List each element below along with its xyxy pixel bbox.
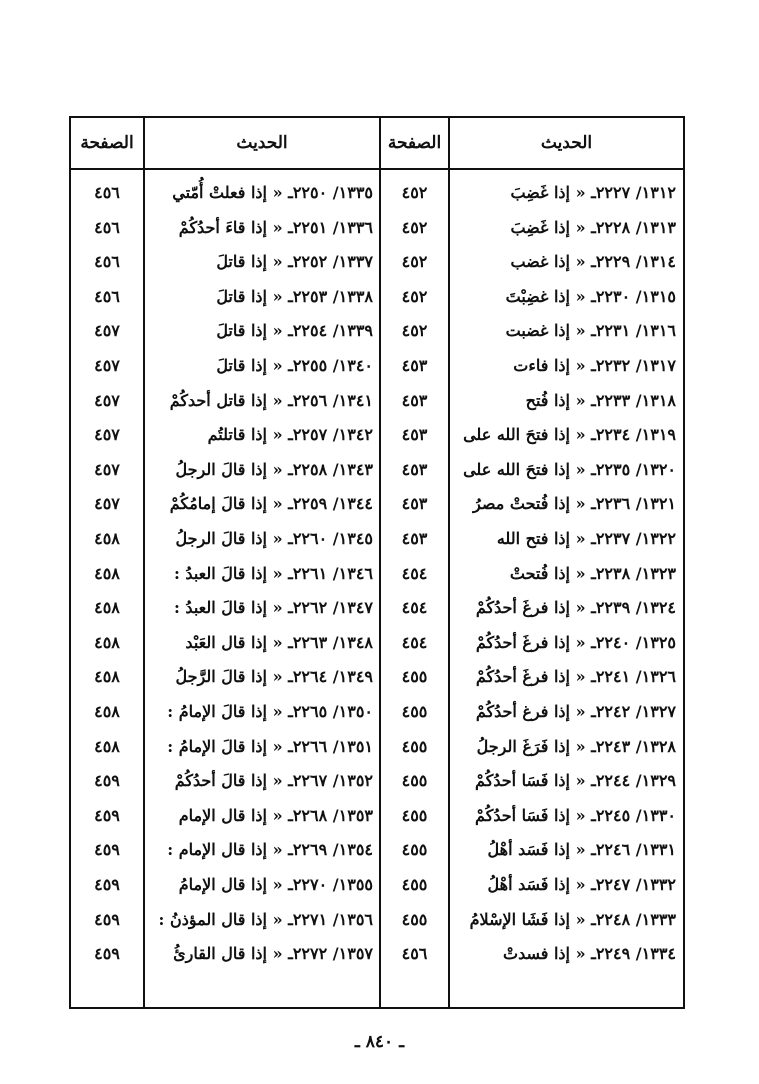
table-row (71, 384, 683, 418)
page-ref-left: ٤٥٧ (94, 390, 120, 410)
hadith-entry-right: ١٣٣٠/ ٢٢٤٥ـ « إذا فَسَا أحدُكُمْ (475, 805, 676, 825)
hadith-entry-left: ١٣٥٦/ ٢٢٧١ـ « إذا قال المؤذنُ : (158, 909, 373, 929)
page-ref-right: ٤٥٥ (401, 736, 428, 756)
page-ref-left: ٤٥٦ (94, 183, 120, 202)
page-ref-left: ٤٥٦ (94, 286, 120, 306)
hadith-entry-right: ١٣٣١/ ٢٢٤٦ـ « إذا فَسَد أهْلُ (487, 840, 676, 860)
table-row (71, 487, 683, 521)
page-ref-left: ٤٥٧ (94, 494, 120, 514)
table-row (71, 245, 683, 279)
page-ref-left: ٤٥٨ (94, 529, 120, 548)
page-ref-right: ٤٥٢ (401, 286, 428, 306)
page-ref-right: ٤٥٢ (401, 252, 428, 272)
table-row (71, 833, 683, 867)
page-ref-right: ٤٥٤ (401, 563, 428, 583)
hadith-entry-left: ١٣٥٤/ ٢٢٦٩ـ « إذا قال الإمام : (167, 840, 373, 860)
page-ref-left: ٤٥٩ (94, 909, 120, 929)
table-row (71, 799, 683, 833)
hadith-entry-left: ١٣٤٢/ ٢٢٥٧ـ « إذا قاتلتُم (207, 425, 373, 445)
table-row (71, 660, 683, 694)
page-ref-left: ٤٥٩ (94, 771, 120, 791)
hadith-entry-right: ١٣١٦/ ٢٢٣١ـ « إذا غضبت (505, 321, 676, 341)
hadith-entry-left: ١٣٥٠/ ٢٢٦٥ـ « إذا قالَ الإمامُ : (167, 702, 373, 721)
table-row (71, 522, 683, 556)
table-row (71, 280, 683, 314)
page-ref-right: ٤٥٣ (401, 529, 428, 548)
page-ref-right: ٤٥٥ (401, 702, 428, 721)
hadith-entry-left: ١٣٤٦/ ٢٢٦١ـ « إذا قالَ العبدُ : (173, 563, 373, 583)
page-ref-left: ٤٥٨ (94, 632, 120, 652)
hadith-entry-right: ١٣٣٢/ ٢٢٤٧ـ « إذا فَسَد أهْلُ (487, 875, 676, 894)
page-ref-right: ٤٥٢ (401, 321, 428, 341)
table-row (71, 176, 683, 210)
page-ref-right: ٤٥٥ (401, 909, 428, 929)
hadith-entry-left: ١٣٥٥/ ٢٢٧٠ـ « إذا قال الإمامُ (178, 875, 373, 894)
hadith-entry-left: ١٣٥٣/ ٢٢٦٨ـ « إذا قال الإمام (178, 805, 373, 825)
page-ref-right: ٤٥٢ (401, 183, 428, 202)
hadith-entry-left: ١٣٣٩/ ٢٢٥٤ـ « إذا قاتلَ (216, 321, 373, 341)
hadith-entry-right: ١٣٢٣/ ٢٢٣٨ـ « إذا فُتحتْ (509, 563, 676, 583)
page-ref-right: ٤٥٥ (401, 875, 428, 894)
page-ref-right: ٤٥٣ (401, 459, 428, 479)
hadith-entry-left: ١٣٣٧/ ٢٢٥٢ـ « إذا قاتلَ (216, 252, 373, 272)
page-ref-left: ٤٥٧ (94, 459, 120, 479)
page-ref-left: ٤٥٩ (94, 944, 120, 964)
page-ref-left: ٤٥٨ (94, 667, 120, 687)
page-ref-right: ٤٥٥ (401, 667, 428, 687)
hadith-entry-right: ١٣٢٦/ ٢٢٤١ـ « إذا فرغَ أحدُكُمْ (475, 667, 676, 687)
page-ref-right: ٤٥٥ (401, 771, 428, 791)
hadith-entry-right: ١٣٢٧/ ٢٢٤٢ـ « إذا فرغ أحدُكُمْ (475, 702, 676, 721)
page-ref-left: ٤٥٦ (94, 217, 120, 237)
hadith-entry-right: ١٣١٣/ ٢٢٢٨ـ « إذا غَضِبَ (510, 217, 676, 237)
hadith-entry-left: ١٣٤٨/ ٢٢٦٣ـ « إذا قال العَبْد (185, 632, 373, 652)
header-page-right: الصفحة (387, 133, 442, 153)
header-hadith-right: الحديث (540, 133, 593, 153)
hadith-entry-left: ١٣٤١/ ٢٢٥٦ـ « إذا قاتل أحدكُمْ (169, 390, 373, 410)
table-row (71, 695, 683, 729)
hadith-entry-right: ١٣٢٢/ ٢٢٣٧ـ « إذا فتح الله (496, 529, 676, 548)
hadith-entry-right: ١٣٢١/ ٢٢٣٦ـ « إذا فُتحتْ مصرُ (473, 494, 676, 514)
page-ref-right: ٤٥٢ (401, 217, 428, 237)
table-row (71, 211, 683, 245)
table-row (71, 626, 683, 660)
table-row (71, 349, 683, 383)
page-ref-left: ٤٥٨ (94, 702, 120, 721)
page-ref-left: ٤٥٧ (94, 425, 120, 445)
page-number: ـ ٨٤٠ ـ (354, 1032, 405, 1052)
hadith-entry-right: ١٣٢٥/ ٢٢٤٠ـ « إذا فرغَ أحدُكُمْ (475, 632, 676, 652)
page-ref-left: ٤٥٧ (94, 321, 120, 341)
hadith-entry-left: ١٣٥٢/ ٢٢٦٧ـ « إذا قالَ أحدُكُمْ (174, 771, 373, 791)
table-row (71, 314, 683, 348)
table-row (71, 868, 683, 902)
table-row (71, 903, 683, 937)
page-ref-left: ٤٥٩ (94, 840, 120, 860)
hadith-entry-right: ١٣١٢/ ٢٢٢٧ـ « إذا غَضِبَ (510, 183, 676, 202)
table-row (71, 730, 683, 764)
hadith-entry-right: ١٣١٨/ ٢٢٣٣ـ « إذا فُتح (525, 390, 676, 410)
hadith-entry-left: ١٣٥٧/ ٢٢٧٢ـ « إذا قال القارئُ (173, 944, 373, 964)
hadith-entry-right: ١٣١٩/ ٢٢٣٤ـ « إذا فتحَ الله على (463, 425, 676, 445)
page-ref-right: ٤٥٣ (401, 390, 428, 410)
table-row (71, 764, 683, 798)
hadith-entry-right: ١٣٢٠/ ٢٢٣٥ـ « إذا فتحَ الله على (463, 459, 676, 479)
hadith-entry-right: ١٣٢٨/ ٢٢٤٣ـ « إذا فَرَغَ الرجلُ (476, 736, 676, 756)
hadith-entry-right: ١٣١٧/ ٢٢٣٢ـ « إذا فاءت (513, 356, 676, 375)
page-ref-left: ٤٥٩ (94, 875, 120, 894)
hadith-entry-right: ١٣٣٤/ ٢٢٤٩ـ « إذا فسدتْ (503, 944, 676, 964)
page-ref-right: ٤٥٤ (401, 632, 428, 652)
hadith-entry-left: ١٣٤٣/ ٢٢٥٨ـ « إذا قالَ الرجلُ (175, 459, 373, 479)
header-divider (71, 168, 683, 170)
page-ref-right: ٤٥٥ (401, 805, 428, 825)
page-ref-right: ٤٥٣ (401, 494, 428, 514)
page-ref-left: ٤٥٦ (94, 252, 120, 272)
page-ref-left: ٤٥٩ (94, 805, 120, 825)
hadith-entry-right: ١٣١٥/ ٢٢٣٠ـ « إذا غضِبْتَ (505, 286, 676, 306)
page-ref-right: ٤٥٤ (401, 598, 428, 618)
page-ref-right: ٤٥٥ (401, 840, 428, 860)
page-ref-right: ٤٥٣ (401, 425, 428, 445)
hadith-entry-left: ١٣٤٧/ ٢٢٦٢ـ « إذا قالَ العبدُ : (173, 598, 373, 618)
page-ref-right: ٤٥٣ (401, 356, 428, 375)
table-row (71, 557, 683, 591)
page-ref-left: ٤٥٨ (94, 598, 120, 618)
page-ref-right: ٤٥٦ (401, 944, 428, 964)
hadith-entry-left: ١٣٣٦/ ٢٢٥١ـ « إذا قاءَ أحدُكُمْ (178, 217, 373, 237)
table-row (71, 937, 683, 971)
hadith-entry-right: ١٣٢٤/ ٢٢٣٩ـ « إذا فرغَ أحدُكُمْ (475, 598, 676, 618)
page-ref-left: ٤٥٨ (94, 736, 120, 756)
table-row (71, 453, 683, 487)
hadith-entry-left: ١٣٤٩/ ٢٢٦٤ـ « إذا قالَ الرَّجلُ (175, 667, 373, 687)
hadith-entry-left: ١٣٥١/ ٢٢٦٦ـ « إذا قالَ الإمامُ : (167, 736, 373, 756)
header-hadith-left: الحديث (236, 133, 288, 153)
hadith-entry-right: ١٣١٤/ ٢٢٢٩ـ « إذا غضب (510, 252, 676, 272)
hadith-entry-left: ١٣٤٥/ ٢٢٦٠ـ « إذا قالَ الرجلُ (175, 529, 373, 548)
hadith-entry-left: ١٣٤٠/ ٢٢٥٥ـ « إذا قاتلَ (216, 356, 373, 375)
hadith-entry-left: ١٣٣٥/ ٢٢٥٠ـ « إذا فعلتْ أُمّتي (172, 183, 373, 202)
hadith-entry-right: ١٣٣٣/ ٢٢٤٨ـ « إذا فَشَا الإسْلامُ (469, 909, 676, 929)
hadith-entry-left: ١٣٤٤/ ٢٢٥٩ـ « إذا قالَ إمامُكُمْ (169, 494, 373, 514)
hadith-entry-right: ١٣٢٩/ ٢٢٤٤ـ « إذا فَسَا أحدُكُمْ (475, 771, 676, 791)
page-ref-left: ٤٥٧ (94, 356, 120, 375)
page-ref-left: ٤٥٨ (94, 563, 120, 583)
table-row (71, 591, 683, 625)
hadith-entry-left: ١٣٣٨/ ٢٢٥٣ـ « إذا قاتلَ (216, 286, 373, 306)
header-page-left: الصفحة (80, 133, 134, 153)
table-row (71, 418, 683, 452)
